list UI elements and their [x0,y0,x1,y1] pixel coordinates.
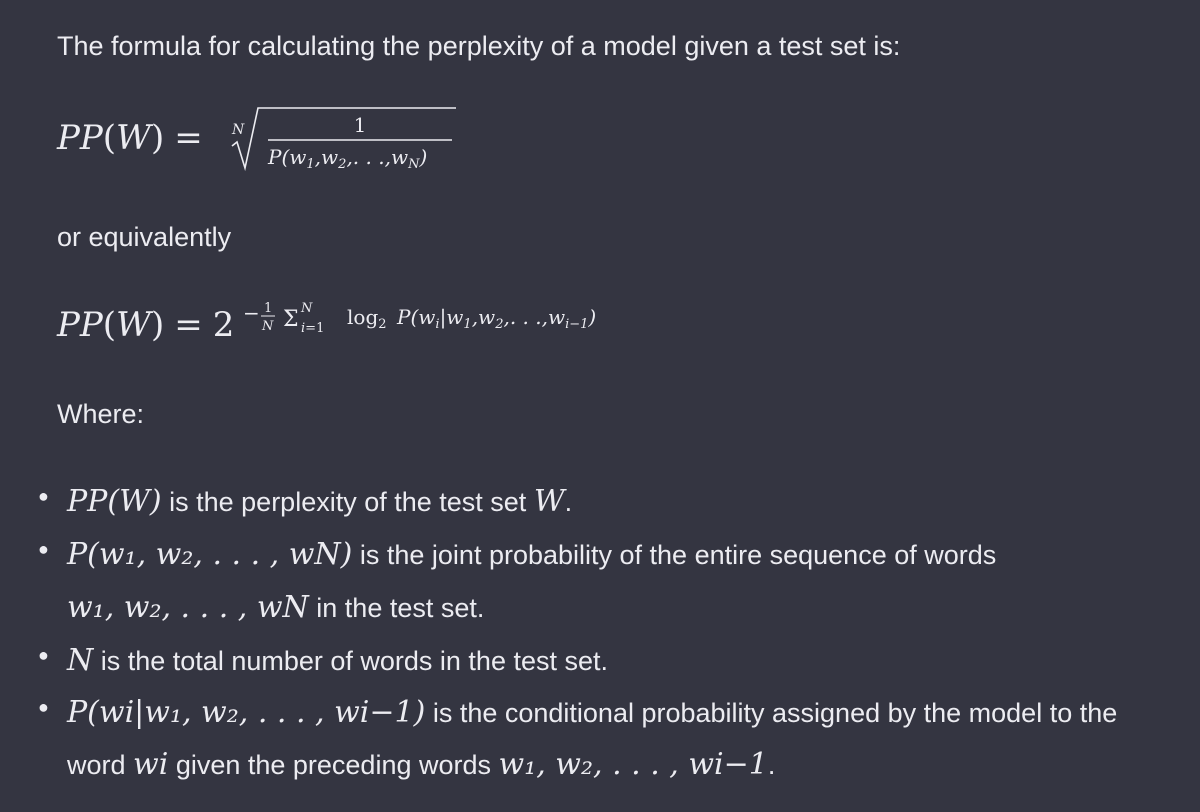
svg-text:P(wi|w1,w2,. . .,wi−1): $P(w_i|w_1,w_2$,. . $.,w_{i-1}$) [397,305,597,332]
svg-text:−: − [243,301,260,325]
list-item-continuation: word wi given the preceding words w₁, w₂, . . . , wi−1. [67,747,776,782]
svg-text:i=1: i=1 [301,321,325,336]
svg-text:1: 1 [353,113,367,137]
svg-text:1: 1 [264,301,273,316]
list-item: P(w₁, w₂, . . . , wN) is the joint probability of the entire sequence of words [67,537,997,572]
bullet-dot: ● [38,645,49,665]
equation-exponent: PP(W) = 2 [57,305,235,345]
svg-text:N: N [301,301,313,316]
bullet-dot: ● [38,697,49,717]
bullet-dot: ● [38,539,49,559]
or-equivalently-text: or equivalently [57,222,232,252]
bullet-dot: ● [38,486,49,506]
list-item: N is the total number of words in the test set. [67,643,609,678]
svg-text:log2: $\log_2$ [347,305,387,332]
svg-text:N: N [262,319,274,334]
svg-text:Σ: Σ [283,307,299,332]
list-item: PP(W) is the perplexity of the test set W. [67,484,573,519]
svg-text:P(w1,w2,. . .,wN): $P(w_1,w_2$,. . $.,w_N$) [268,145,428,172]
where-text: Where: [57,399,145,429]
list-item: P(wi|w₁, w₂, . . . , wi−1) is the conditional probability assigned by the model to the [67,695,1118,730]
root-fraction [228,100,468,180]
exponent-expression [243,292,643,342]
list-item-continuation: w₁, w₂, . . . , wN in the test set. [67,590,485,625]
intro-text: The formula for calculating the perplexity of a model given a test set is: [57,31,901,61]
svg-text:N: N [232,122,245,138]
equation-nth-root: PP(W) = [57,118,203,158]
